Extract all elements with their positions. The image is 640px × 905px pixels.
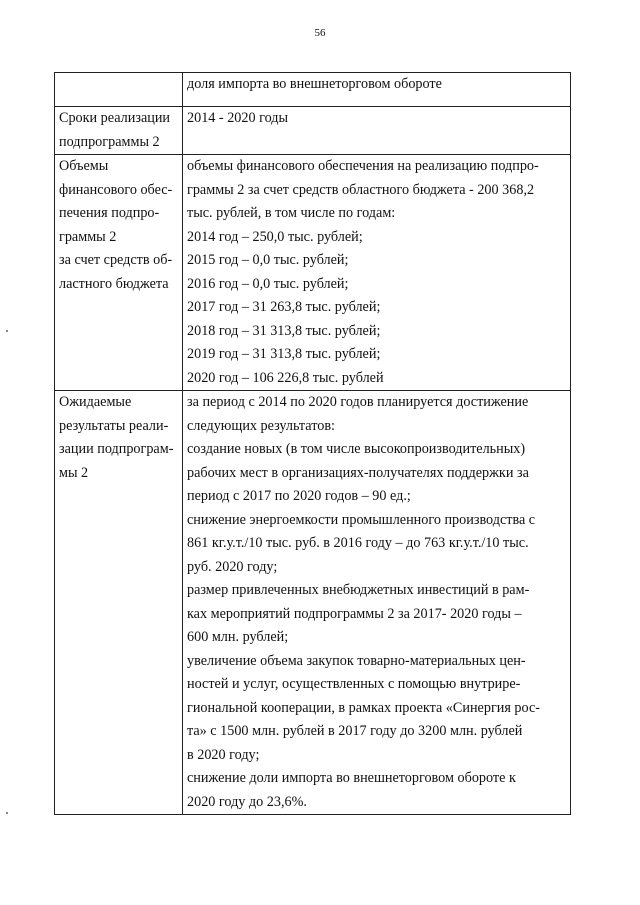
cell-line: мы 2 — [59, 464, 89, 481]
margin-mark — [6, 330, 8, 332]
row-content-cell — [183, 155, 571, 391]
row-label-cell — [55, 73, 183, 107]
cell-line: размер привлеченных внебюджетных инвестиций в рам- — [187, 582, 530, 598]
cell-line: зации подпрограм- — [59, 441, 174, 457]
cell-line: 861 кг.у.т./10 тыс. руб. в 2016 году – до 763 кг.у.т./10 тыс. — [187, 535, 529, 551]
passport-table — [54, 72, 571, 815]
cell-line: 2015 год – 0,0 тыс. рублей; — [187, 252, 349, 268]
table-row — [55, 107, 571, 155]
table-row — [55, 391, 571, 815]
cell-line: снижение доли импорта во внешнеторговом обороте к — [187, 770, 516, 786]
cell-line: доля импорта во внешнеторговом обороте — [187, 76, 442, 92]
cell-line: 2019 год – 31 313,8 тыс. рублей; — [187, 346, 381, 362]
cell-line: Ожидаемые — [59, 394, 132, 410]
row-content-cell — [183, 73, 571, 107]
cell-line: тыс. рублей, в том числе по годам: — [187, 205, 396, 221]
cell-line: 2020 году до 23,6%. — [187, 793, 307, 810]
cell-line: снижение энергоемкости промышленного производства с — [187, 511, 536, 528]
cell-line: 2014 - 2020 годы — [187, 110, 289, 126]
cell-line: рабочих мест в организациях-получателях поддержки за — [187, 464, 529, 481]
row-label-cell — [55, 391, 183, 815]
cell-line: печения подпро- — [59, 205, 160, 221]
cell-line: Сроки реализации — [59, 110, 171, 126]
cell-line: 600 млн. рублей; — [187, 629, 289, 645]
cell-line: увеличение объема закупок товарно-материальных цен- — [187, 652, 526, 669]
cell-line: Объемы — [59, 158, 109, 174]
row-content-cell — [183, 107, 571, 155]
cell-line: 2016 год – 0,0 тыс. рублей; — [187, 275, 349, 292]
cell-line: ностей и услуг, осуществленных с помощью внутрире- — [187, 676, 521, 692]
cell-line: та» с 1500 млн. рублей в 2017 году до 3200 млн. рублей — [187, 723, 523, 739]
cell-line: 2017 год – 31 263,8 тыс. рублей; — [187, 299, 381, 315]
cell-line: финансового обес- — [59, 181, 173, 198]
table-row — [55, 155, 571, 391]
cell-line: объемы финансового обеспечения на реализацию подпро- — [187, 158, 539, 174]
cell-line: подпрограммы 2 — [59, 133, 160, 150]
cell-line: граммы 2 — [59, 228, 117, 245]
margin-mark — [6, 812, 8, 814]
page-number: 56 — [314, 27, 326, 39]
cell-line: 2014 год – 250,0 тыс. рублей; — [187, 228, 363, 245]
cell-line: за период с 2014 по 2020 годов планируется достижение — [187, 394, 529, 410]
cell-line: в 2020 году; — [187, 746, 260, 763]
cell-line: 2020 год – 106 226,8 тыс. рублей — [187, 369, 384, 386]
cell-line: граммы 2 за счет средств областного бюджета - 200 368,2 — [187, 181, 535, 198]
cell-line: следующих результатов: — [187, 417, 335, 434]
row-label-cell — [55, 155, 183, 391]
cell-line: результаты реали- — [59, 417, 169, 434]
table-row — [55, 73, 571, 107]
cell-line: 2018 год – 31 313,8 тыс. рублей; — [187, 322, 381, 339]
row-label-cell — [55, 107, 183, 155]
cell-line: гиональной кооперации, в рамках проекта «Синергия рос- — [187, 699, 540, 716]
cell-line: за счет средств об- — [59, 252, 173, 268]
row-content-cell — [183, 391, 571, 815]
cell-line: создание новых (в том числе высокопроизводительных) — [187, 441, 526, 457]
cell-line: руб. 2020 году; — [187, 558, 278, 575]
cell-line: период с 2017 по 2020 годов – 90 ед.; — [187, 488, 411, 504]
cell-line: ках мероприятий подпрограммы 2 за 2017- 2020 годы – — [187, 605, 522, 622]
cell-line: ластного бюджета — [59, 275, 169, 292]
